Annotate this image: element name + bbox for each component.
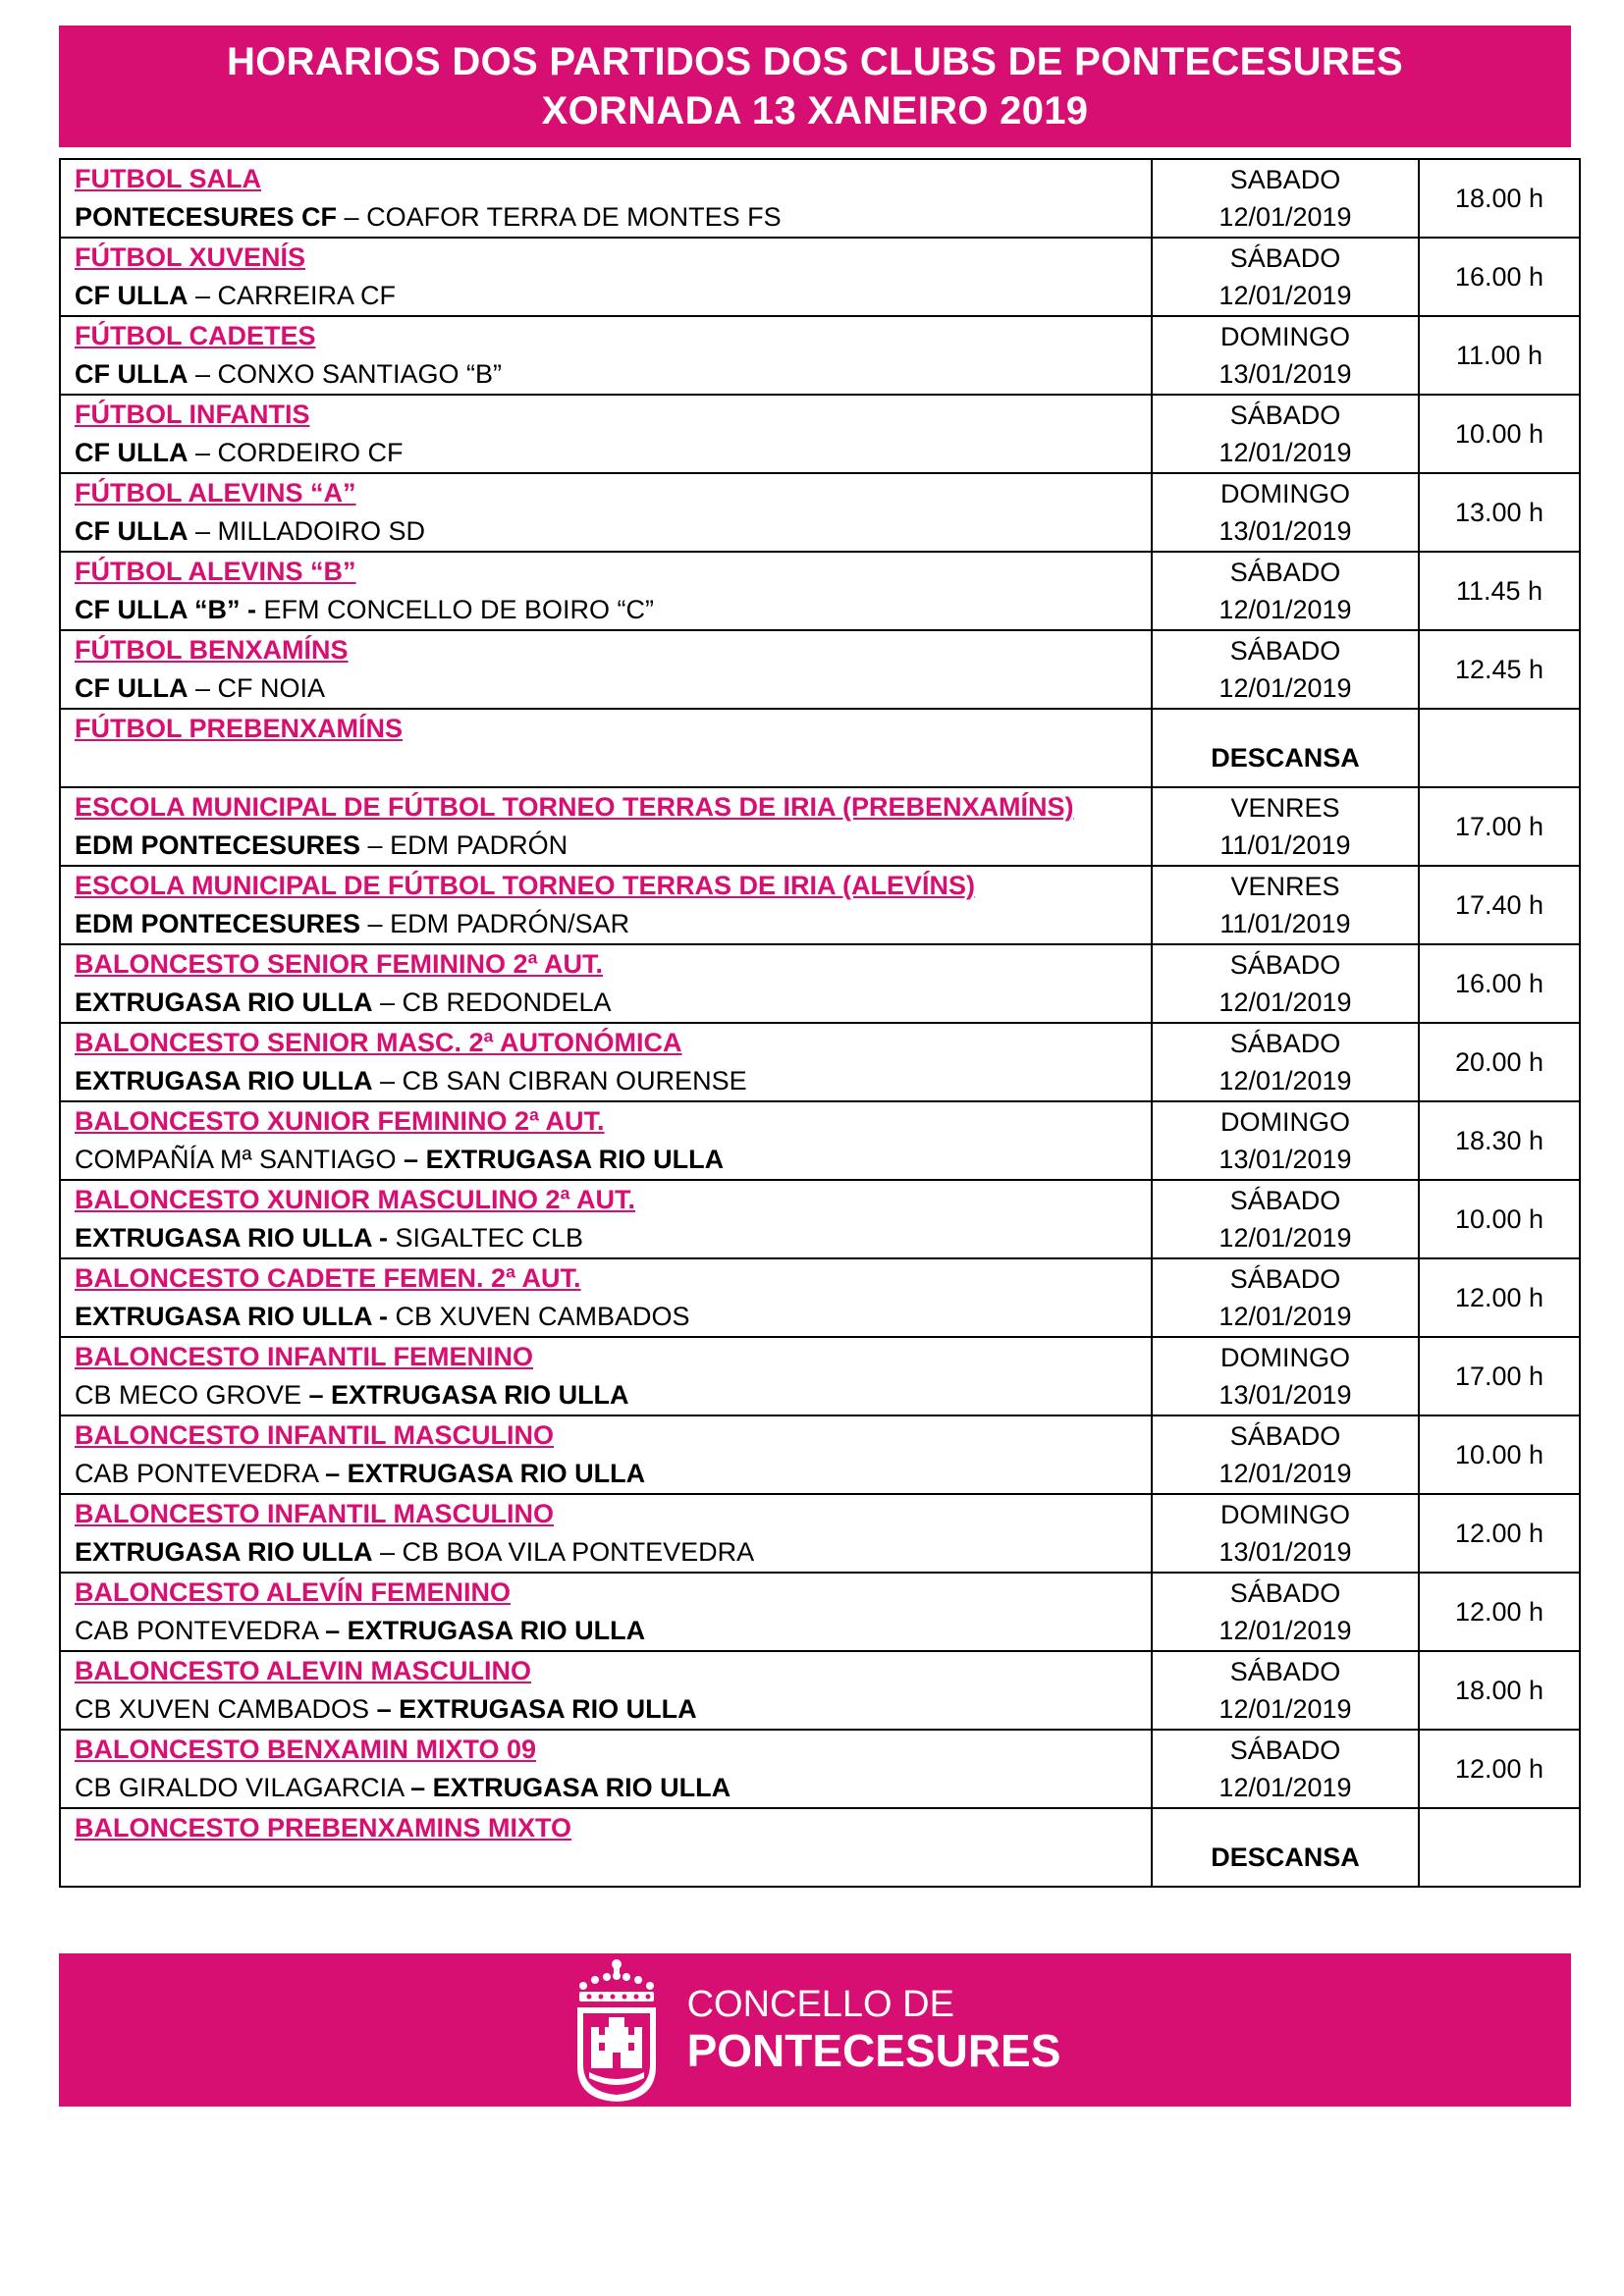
teams-line (75, 1769, 1151, 1807)
day-cell (1152, 709, 1419, 787)
date-label: 13/01/2019 (1218, 1380, 1352, 1410)
day-cell (1152, 1337, 1419, 1415)
time-cell: 10.00 h (1419, 1415, 1580, 1494)
match-cell (60, 709, 1152, 787)
header-subtitle: XORNADA 13 XANEIRO 2019 (541, 89, 1089, 133)
table-row (60, 1180, 1580, 1258)
header-title: HORARIOS DOS PARTIDOS DOS CLUBS DE PONTECESURES (227, 40, 1403, 83)
category-link[interactable]: FÚTBOL ALEVINS “A” (75, 478, 356, 507)
table-row (60, 1023, 1580, 1101)
match-cell (60, 1415, 1152, 1494)
team-text: – CORDEIRO CF (188, 438, 404, 467)
time-cell: 20.00 h (1419, 1023, 1580, 1101)
category-link[interactable]: BALONCESTO SENIOR FEMININO 2ª AUT. (75, 949, 604, 979)
team-text: CB XUVEN CAMBADOS (388, 1302, 690, 1331)
table-row (60, 1415, 1580, 1494)
day-cell (1152, 1101, 1419, 1180)
match-cell (60, 1023, 1152, 1101)
time-cell: 18.00 h (1419, 159, 1580, 238)
table-row (60, 1101, 1580, 1180)
team-text: CB GIRALDO VILAGARCIA (75, 1773, 411, 1802)
category-link[interactable]: FÚTBOL PREBENXAMÍNS (75, 714, 404, 743)
team-text: EXTRUGASA RIO ULLA - (75, 1223, 388, 1253)
table-row (60, 944, 1580, 1023)
table-row (60, 866, 1580, 944)
time-cell: 16.00 h (1419, 944, 1580, 1023)
schedule-table (59, 158, 1581, 1888)
team-text: EXTRUGASA RIO ULLA - (75, 1302, 388, 1331)
match-cell (60, 1494, 1152, 1573)
team-text: – EXTRUGASA RIO ULLA (325, 1616, 646, 1645)
table-row (60, 1494, 1580, 1573)
category-link[interactable]: BALONCESTO PREBENXAMINS MIXTO (75, 1813, 572, 1842)
team-text: – EXTRUGASA RIO ULLA (404, 1145, 725, 1174)
date-label: 11/01/2019 (1219, 909, 1351, 938)
teams-line (75, 512, 1151, 551)
time-cell: 12.00 h (1419, 1494, 1580, 1573)
category-link[interactable]: BALONCESTO INFANTIL FEMENINO (75, 1342, 534, 1371)
time-cell (1419, 709, 1580, 787)
date-label: 12/01/2019 (1218, 1066, 1352, 1095)
category-link[interactable]: BALONCESTO XUNIOR MASCULINO 2ª AUT. (75, 1185, 636, 1214)
teams-line (75, 1455, 1151, 1493)
team-text: CB MECO GROVE (75, 1380, 309, 1410)
time-cell: 11.45 h (1419, 552, 1580, 630)
category-link[interactable]: BALONCESTO SENIOR MASC. 2ª AUTONÓMICA (75, 1028, 682, 1057)
day-label: SÁBADO (1229, 1657, 1341, 1686)
day-cell (1152, 1494, 1419, 1573)
team-text: CAB PONTEVEDRA (75, 1616, 326, 1645)
match-cell (60, 395, 1152, 473)
team-text: CB XUVEN CAMBADOS (75, 1694, 377, 1724)
team-text: – EXTRUGASA RIO ULLA (376, 1694, 697, 1724)
day-cell (1152, 787, 1419, 866)
time-cell: 17.00 h (1419, 787, 1580, 866)
table-row (60, 1573, 1580, 1651)
day-label: SÁBADO (1229, 1029, 1341, 1058)
day-label: VENRES (1230, 872, 1340, 901)
match-cell (60, 1180, 1152, 1258)
time-cell: 18.30 h (1419, 1101, 1580, 1180)
match-cell (60, 1730, 1152, 1808)
table-row (60, 159, 1580, 238)
day-label: SÁBADO (1229, 636, 1341, 666)
day-cell (1152, 866, 1419, 944)
time-cell: 12.00 h (1419, 1730, 1580, 1808)
category-link[interactable]: BALONCESTO INFANTIL MASCULINO (75, 1499, 555, 1528)
date-label: 12/01/2019 (1218, 1302, 1352, 1331)
date-label: 11/01/2019 (1219, 830, 1351, 860)
time-cell: 18.00 h (1419, 1651, 1580, 1730)
day-cell (1152, 159, 1419, 238)
day-label: DOMINGO (1220, 479, 1350, 508)
date-label: 12/01/2019 (1218, 1223, 1352, 1253)
date-label: 12/01/2019 (1218, 988, 1352, 1017)
date-label: 12/01/2019 (1218, 1773, 1352, 1802)
teams-line (75, 277, 1151, 315)
team-text: CAB PONTEVEDRA (75, 1459, 326, 1488)
table-row (60, 787, 1580, 866)
team-text: CF ULLA (75, 673, 189, 703)
match-cell (60, 552, 1152, 630)
table-row (60, 473, 1580, 552)
team-text: EXTRUGASA RIO ULLA (75, 988, 373, 1017)
date-label: 12/01/2019 (1218, 595, 1352, 624)
date-label: 12/01/2019 (1218, 673, 1352, 703)
day-label: SÁBADO (1229, 1735, 1341, 1765)
team-text: – EXTRUGASA RIO ULLA (325, 1459, 646, 1488)
municipal-crest-icon (569, 1956, 664, 2104)
page-footer (59, 1953, 1571, 2107)
teams-line (75, 669, 1151, 708)
team-text: – MILLADOIRO SD (188, 516, 426, 546)
match-cell (60, 1101, 1152, 1180)
time-cell: 12.00 h (1419, 1258, 1580, 1337)
day-label: VENRES (1230, 793, 1340, 823)
time-cell (1419, 1808, 1580, 1887)
team-text: CF ULLA (75, 281, 189, 310)
teams-line (75, 198, 1151, 237)
day-cell (1152, 1023, 1419, 1101)
team-text: CF ULLA (75, 516, 189, 546)
day-cell (1152, 1573, 1419, 1651)
day-cell (1152, 1651, 1419, 1730)
teams-line (75, 1062, 1151, 1100)
date-label: 12/01/2019 (1218, 1694, 1352, 1724)
teams-line (75, 827, 1151, 865)
table-row (60, 709, 1580, 787)
category-link[interactable]: BALONCESTO ALEVÍN FEMENINO (75, 1577, 512, 1607)
date-label: 12/01/2019 (1218, 281, 1352, 310)
team-text: EFM CONCELLO DE BOIRO “C” (255, 595, 655, 624)
category-link[interactable]: BALONCESTO INFANTIL MASCULINO (75, 1420, 555, 1450)
teams-line (75, 984, 1151, 1022)
category-link[interactable]: ESCOLA MUNICIPAL DE FÚTBOL TORNEO TERRAS DE IRIA (PREBENXAMÍNS) (75, 792, 1074, 822)
day-label: DOMINGO (1220, 322, 1350, 351)
table-row (60, 1651, 1580, 1730)
page-header (59, 26, 1571, 147)
date-label: 12/01/2019 (1218, 202, 1352, 232)
table-row (60, 552, 1580, 630)
time-cell: 10.00 h (1419, 1180, 1580, 1258)
day-label: DOMINGO (1220, 1107, 1350, 1137)
teams-line (75, 1141, 1151, 1179)
team-text: EDM PONTECESURES (75, 909, 361, 938)
match-cell (60, 1337, 1152, 1415)
day-label: SÁBADO (1229, 1264, 1341, 1294)
table-row (60, 1258, 1580, 1337)
day-cell (1152, 1415, 1419, 1494)
day-cell (1152, 630, 1419, 709)
day-label: DOMINGO (1220, 1343, 1350, 1372)
day-label: SÁBADO (1229, 1578, 1341, 1608)
table-row (60, 1730, 1580, 1808)
match-cell (60, 630, 1152, 709)
teams-line (75, 905, 1151, 943)
team-text: – CONXO SANTIAGO “B” (188, 359, 503, 389)
teams-line (75, 355, 1151, 394)
day-cell (1152, 316, 1419, 395)
team-text: CF ULLA “B” - (75, 595, 256, 624)
teams-line (75, 1533, 1151, 1572)
day-cell (1152, 1180, 1419, 1258)
date-label: 13/01/2019 (1218, 516, 1352, 546)
category-link[interactable]: FÚTBOL XUVENÍS (75, 242, 306, 272)
day-cell (1152, 1258, 1419, 1337)
time-cell: 17.40 h (1419, 866, 1580, 944)
team-text: CF ULLA (75, 438, 189, 467)
category-link[interactable]: BALONCESTO ALEVIN MASCULINO (75, 1656, 532, 1685)
date-label: 12/01/2019 (1218, 438, 1352, 467)
match-cell (60, 1258, 1152, 1337)
footer-text (687, 1984, 1061, 2076)
match-cell (60, 944, 1152, 1023)
match-cell (60, 159, 1152, 238)
match-cell (60, 1808, 1152, 1887)
day-cell (1152, 473, 1419, 552)
time-cell: 13.00 h (1419, 473, 1580, 552)
day-cell (1152, 1730, 1419, 1808)
category-link[interactable]: FÚTBOL INFANTIS (75, 400, 310, 429)
team-text: EXTRUGASA RIO ULLA (75, 1537, 373, 1567)
team-text: EXTRUGASA RIO ULLA (75, 1066, 373, 1095)
table-row (60, 1808, 1580, 1887)
team-text: – CF NOIA (188, 673, 326, 703)
footer-line2: PONTECESURES (686, 2025, 1061, 2076)
team-text: – EDM PADRÓN (360, 830, 568, 860)
category-link[interactable]: FÚTBOL BENXAMÍNS (75, 635, 349, 665)
date-label: 13/01/2019 (1218, 1537, 1352, 1567)
category-link[interactable]: ESCOLA MUNICIPAL DE FÚTBOL TORNEO TERRAS DE IRIA (ALEVÍNS) (75, 871, 976, 900)
team-text: COMPAÑÍA Mª SANTIAGO (75, 1145, 405, 1174)
team-text: CF ULLA (75, 359, 189, 389)
category-link[interactable]: FÚTBOL CADETES (75, 321, 316, 350)
teams-line (75, 591, 1151, 629)
day-label: SÁBADO (1229, 243, 1341, 273)
time-cell: 12.45 h (1419, 630, 1580, 709)
team-text: PONTECESURES CF (75, 202, 338, 232)
day-cell (1152, 552, 1419, 630)
rest-label: DESCANSA (1211, 1842, 1360, 1872)
team-text: – EDM PADRÓN/SAR (360, 909, 630, 938)
match-cell (60, 473, 1152, 552)
match-cell (60, 316, 1152, 395)
teams-line (75, 434, 1151, 472)
date-label: 13/01/2019 (1218, 1145, 1352, 1174)
team-text: – EXTRUGASA RIO ULLA (308, 1380, 629, 1410)
day-label: SÁBADO (1229, 950, 1341, 980)
match-cell (60, 1573, 1152, 1651)
time-cell: 10.00 h (1419, 395, 1580, 473)
category-link[interactable]: BALONCESTO CADETE FEMEN. 2ª AUT. (75, 1263, 581, 1293)
time-cell: 11.00 h (1419, 316, 1580, 395)
match-cell (60, 1651, 1152, 1730)
category-link[interactable]: FÚTBOL ALEVINS “B” (75, 557, 356, 586)
date-label: 12/01/2019 (1218, 1616, 1352, 1645)
team-text: SIGALTEC CLB (388, 1223, 584, 1253)
team-text: – CB SAN CIBRAN OURENSE (372, 1066, 747, 1095)
teams-line (75, 1298, 1151, 1336)
teams-line (75, 1219, 1151, 1257)
teams-line (75, 1612, 1151, 1650)
match-cell (60, 787, 1152, 866)
table-row (60, 316, 1580, 395)
time-cell: 17.00 h (1419, 1337, 1580, 1415)
day-label: DOMINGO (1220, 1500, 1350, 1529)
team-text: – CB REDONDELA (372, 988, 612, 1017)
day-label: SÁBADO (1229, 1186, 1341, 1215)
day-cell (1152, 395, 1419, 473)
rest-label: DESCANSA (1211, 743, 1360, 773)
day-cell (1152, 238, 1419, 316)
day-cell (1152, 944, 1419, 1023)
team-text: – CB BOA VILA PONTEVEDRA (372, 1537, 755, 1567)
table-row (60, 238, 1580, 316)
team-text: EDM PONTECESURES (75, 830, 361, 860)
footer-line1: CONCELLO DE (686, 1984, 954, 2025)
match-cell (60, 238, 1152, 316)
day-label: SABADO (1229, 165, 1341, 194)
category-link[interactable]: FUTBOL SALA (75, 164, 261, 193)
table-row (60, 1337, 1580, 1415)
date-label: 12/01/2019 (1218, 1459, 1352, 1488)
teams-line (75, 1690, 1151, 1729)
category-link[interactable]: BALONCESTO BENXAMIN MIXTO 09 (75, 1735, 537, 1764)
table-row (60, 395, 1580, 473)
team-text: – COAFOR TERRA DE MONTES FS (337, 202, 782, 232)
match-cell (60, 866, 1152, 944)
table-row (60, 630, 1580, 709)
team-text: – EXTRUGASA RIO ULLA (410, 1773, 731, 1802)
day-label: SÁBADO (1229, 400, 1341, 430)
day-cell (1152, 1808, 1419, 1887)
day-label: SÁBADO (1229, 1421, 1341, 1451)
teams-line (75, 1376, 1151, 1415)
category-link[interactable]: BALONCESTO XUNIOR FEMININO 2ª AUT. (75, 1106, 605, 1136)
day-label: SÁBADO (1229, 558, 1341, 587)
date-label: 13/01/2019 (1218, 359, 1352, 389)
time-cell: 16.00 h (1419, 238, 1580, 316)
time-cell: 12.00 h (1419, 1573, 1580, 1651)
team-text: – CARREIRA CF (188, 281, 397, 310)
